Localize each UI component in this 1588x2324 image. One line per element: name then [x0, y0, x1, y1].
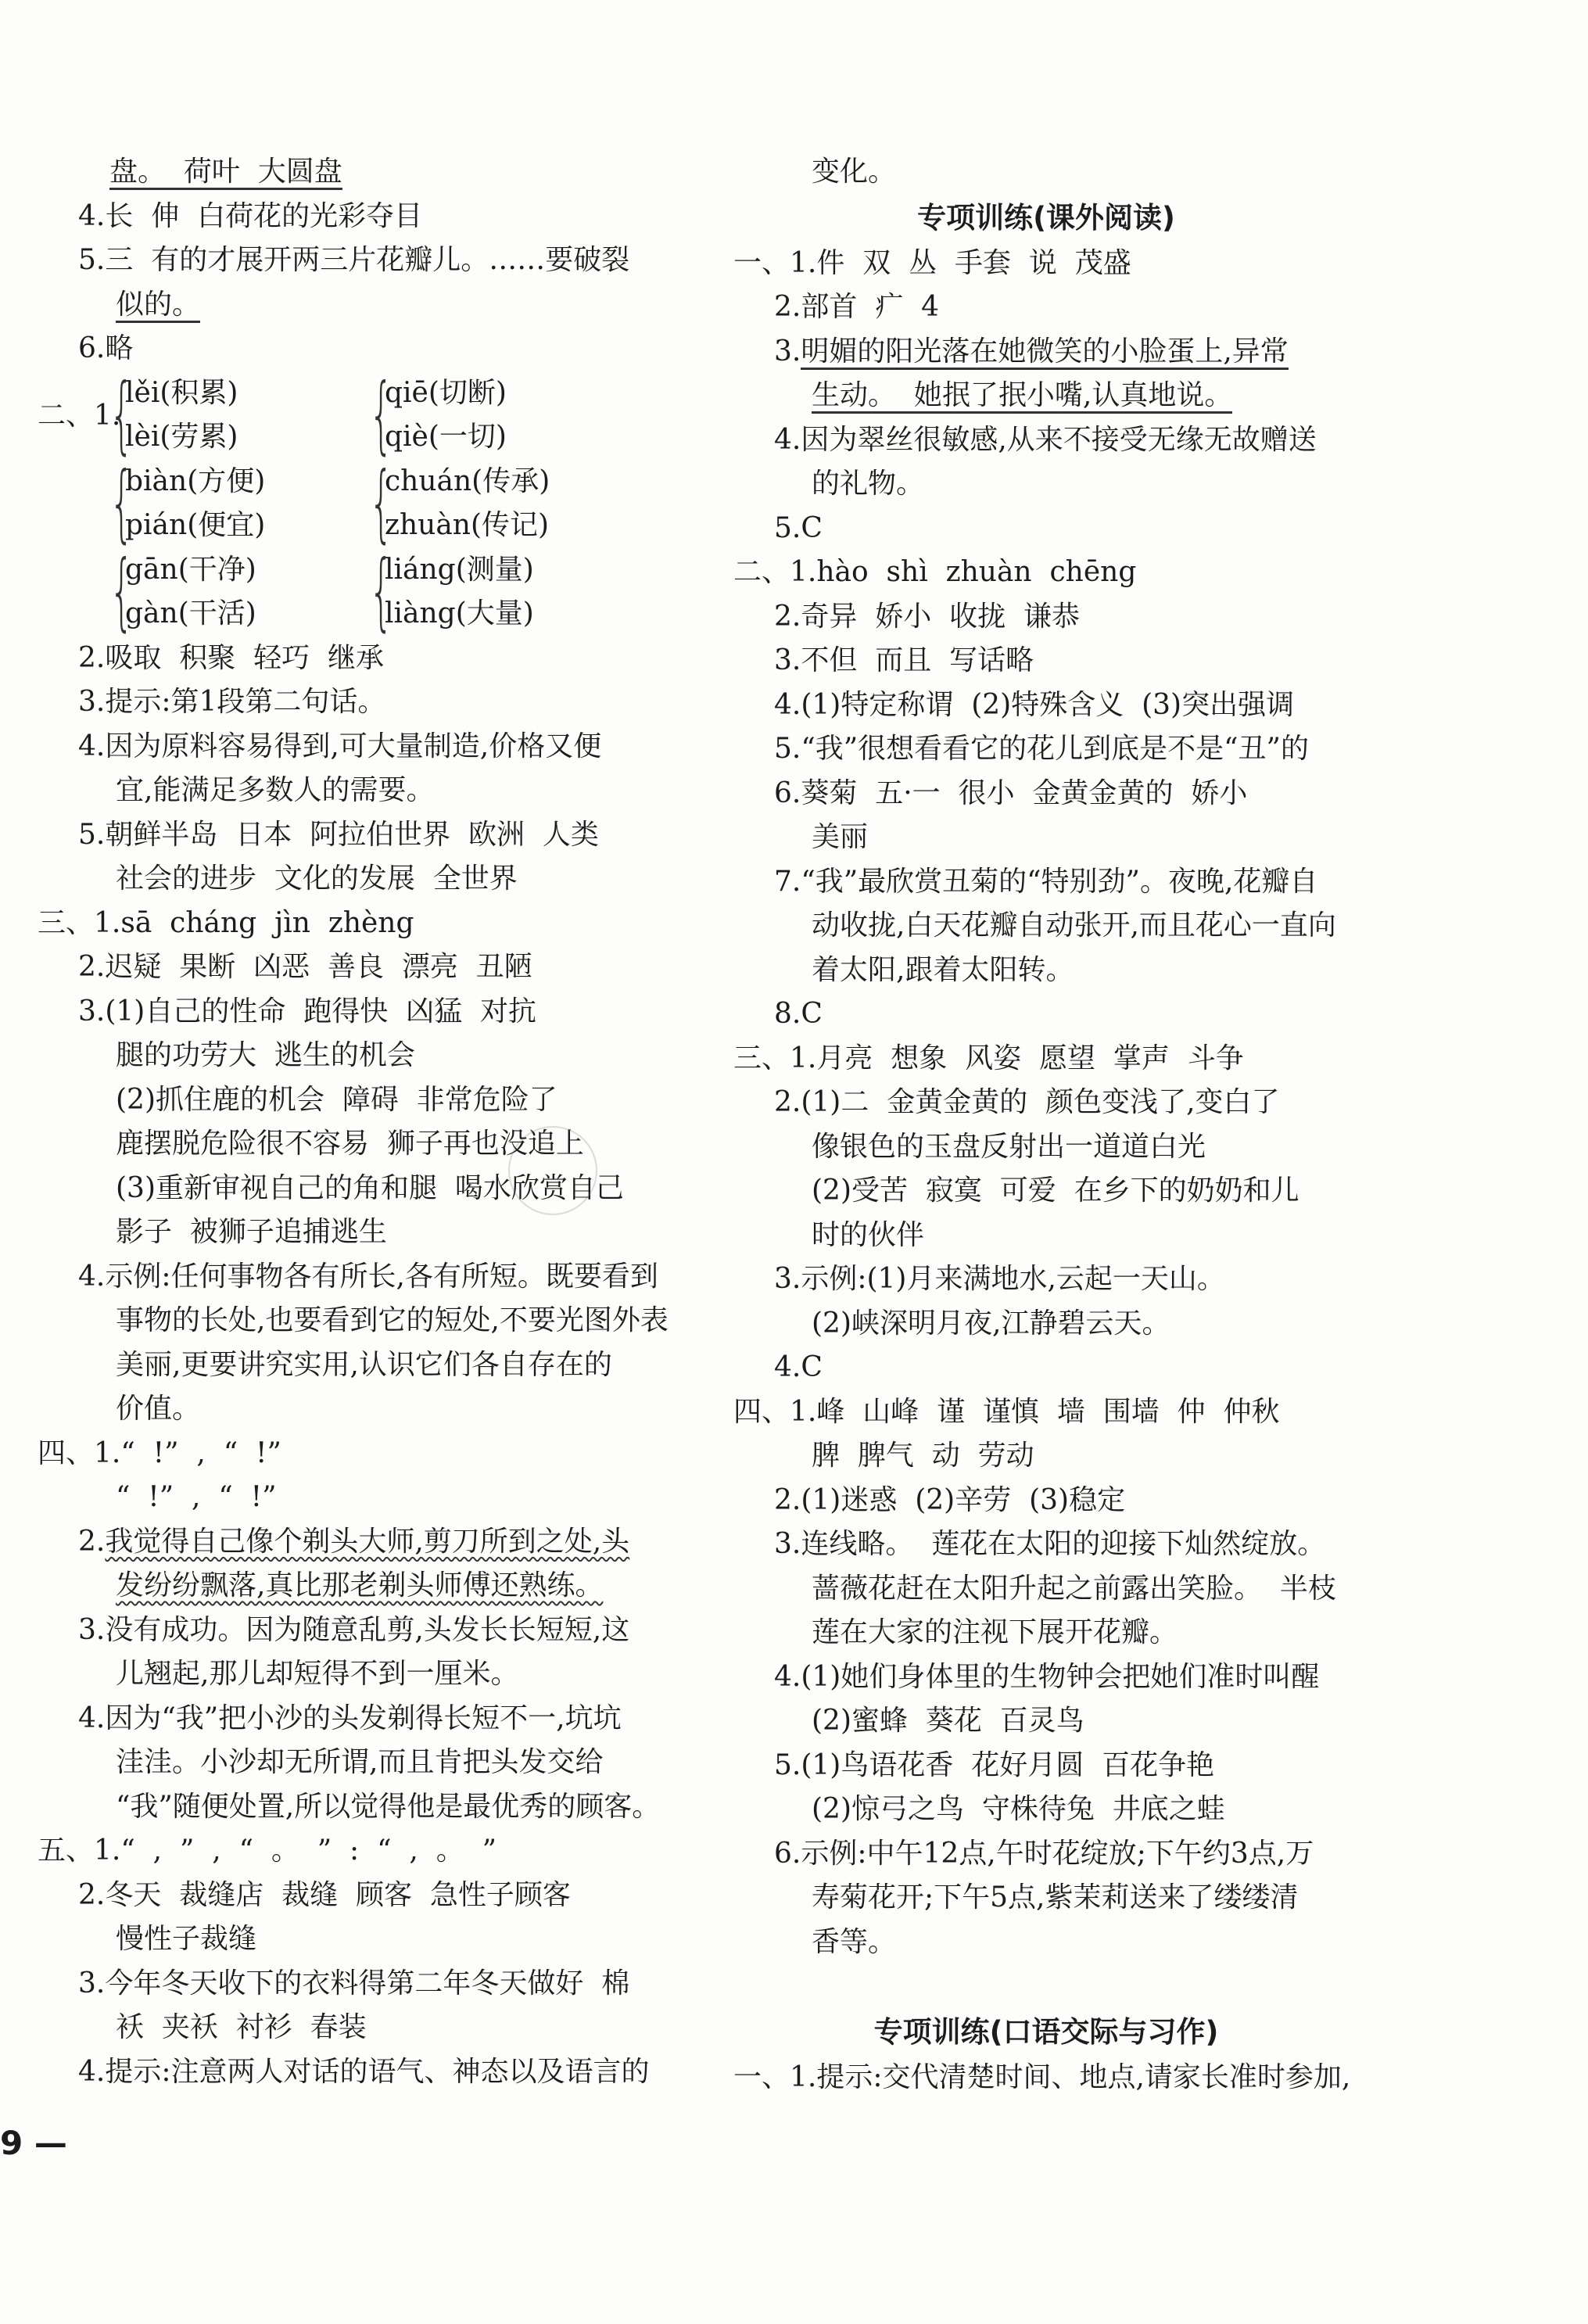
answer-line: 2.迟疑 果断 凶恶 善良 漂亮 丑陋 [78, 951, 532, 983]
answer-line: 似的。 [38, 283, 655, 328]
answer-line: 莲在大家的注视下展开花瓣。 [812, 1616, 1178, 1648]
answer-line: 像银色的玉盘反射出一道道白光 [812, 1130, 1206, 1163]
answer-line: “ !” , “ !” [116, 1481, 277, 1513]
answer-line: 2.奇异 娇小 收拢 谦恭 [774, 600, 1081, 633]
answer-line: 鹿摆脱危险很不容易 狮子再也没追上 [116, 1128, 584, 1160]
highlighted-text: 我觉得自己像个剃头大师,剪刀所到之处,头 [105, 1525, 630, 1558]
answer-line: 2.冬天 裁缝店 裁缝 顾客 急性子顾客 [78, 1878, 571, 1911]
page-number: 9 — [0, 2124, 67, 2162]
answer-line: 三、1.sā cháng jìn zhèng [38, 906, 414, 939]
pinyin-brace-row: { biàn(方便) pián(便宜) { chuán(传承) zhuàn(传记) [109, 454, 550, 552]
answer-line: 3.不但 而且 写话略 [774, 644, 1034, 676]
brace-symbol: { [369, 542, 393, 640]
answer-line [733, 330, 1359, 375]
answer-line: 7.“我”最欣赏丑菊的“特别劲”。夜晚,花瓣自 [774, 865, 1318, 898]
answer-line: 价值。 [116, 1393, 201, 1425]
answer-line: 的礼物。 [812, 468, 925, 500]
answer-line: 发纷纷飘落,真比那老剃头师傅还熟练。 [116, 1569, 604, 1601]
answer-line: 时的伙伴 [812, 1218, 925, 1251]
answer-line: 盘。 荷叶 大圆盘 [38, 150, 655, 195]
answer-line: 社会的进步 文化的发展 全世界 [116, 863, 518, 895]
answer-number: 3. [774, 335, 801, 368]
answer-line: (2)惊弓之鸟 守株待兔 井底之蛙 [812, 1793, 1225, 1825]
spacer [733, 1964, 1359, 2009]
left-column [38, 150, 669, 2094]
answer-line: 一、1.件 双 丛 手套 说 茂盛 [733, 246, 1131, 279]
answer-line: 4.因为“我”把小沙的头发剃得长短不一,坑坑 [78, 1702, 622, 1734]
brace-symbol: { [369, 454, 393, 552]
answer-line: 四、1.峰 山峰 谨 谨慎 墙 围墙 仲 仲秋 [733, 1395, 1280, 1428]
answer-line: 脾 脾气 动 劳动 [812, 1440, 1034, 1472]
answer-line: 8.C [774, 998, 823, 1030]
answer-line: 3.连线略。 莲花在太阳的迎接下灿然绽放。 [774, 1528, 1326, 1560]
answer-line: (2)抓住鹿的机会 障碍 非常危险了 [116, 1083, 557, 1116]
section-heading: 专项训练(口语交际与习作) [873, 2014, 1219, 2049]
answer-line: (2)峡深明月夜,江静碧云天。 [812, 1307, 1170, 1340]
brace-symbol: { [109, 365, 134, 464]
answer-line: (3)重新审视自己的角和腿 喝水欣赏自己 [116, 1171, 624, 1204]
answer-line: 5.朝鲜半岛 日本 阿拉伯世界 欧洲 人类 [78, 818, 599, 851]
answer-line: 5.(1)鸟语花香 花好月圆 百花争艳 [774, 1748, 1215, 1781]
answer-line: 5.C [774, 511, 823, 544]
answer-number: 2. [78, 1525, 106, 1558]
brace-symbol: { [109, 454, 134, 552]
right-column [733, 150, 1359, 2100]
answer-line: 6.示例:中午12点,午时花绽放;下午约3点,万 [774, 1837, 1314, 1870]
answer-line: 袄 夹袄 衬衫 春装 [116, 2011, 367, 2043]
answer-line: 宜,能满足多数人的需要。 [116, 774, 435, 806]
answer-line: 3.提示:第1段第二句话。 [78, 686, 386, 718]
answer-line: 2.(1)二 金黄金黄的 颜色变浅了,变白了 [774, 1086, 1280, 1118]
answer-line: 2.(1)迷惑 (2)辛劳 (3)稳定 [774, 1483, 1126, 1516]
answer-line: 美丽 [812, 821, 869, 853]
section-label: 二、1. [38, 399, 121, 432]
answer-line: 4.(1)她们身体里的生物钟会把她们准时叫醒 [774, 1660, 1320, 1693]
answer-line: 一、1.提示:交代清楚时间、地点,请家长准时参加, [733, 2060, 1351, 2093]
answer-line: 3.(1)自己的性命 跑得快 凶猛 对抗 [78, 995, 537, 1028]
answer-line: 2.部首 疒 4 [774, 291, 940, 323]
answer-line: 五、1.“ , ” , “ 。 ” : “ , 。 ” [38, 1834, 496, 1867]
answer-line: 4.(1)特定称谓 (2)特殊含义 (3)突出强调 [774, 688, 1295, 721]
answer-line: 6.葵菊 五·一 很小 金黄金黄的 娇小 [774, 776, 1248, 809]
answer-line: 4.C [774, 1351, 823, 1383]
pinyin-brace-row: 二、1. { lěi(积累) lèi(劳累) { qiē(切断) qiè(一切) [38, 365, 507, 464]
answer-line: 着太阳,跟着太阳转。 [812, 953, 1074, 986]
answer-line: 洼洼。小沙却无所谓,而且肯把头发交给 [116, 1746, 604, 1778]
answer-line: (2)受苦 寂寞 可爱 在乡下的奶奶和儿 [812, 1175, 1299, 1207]
answer-line: (2)蜜蜂 葵花 百灵鸟 [812, 1705, 1084, 1737]
answer-line: 4.因为原料容易得到,可大量制造,价格又便 [78, 730, 602, 762]
answer-line: 4.提示:注意两人对话的语气、神态以及语言的 [78, 2055, 650, 2088]
answer-line: 蔷薇花赶在太阳升起之前露出笑脸。 半枝 [812, 1572, 1336, 1605]
faint-stamp-mark [508, 1126, 597, 1215]
answer-line: 3.今年冬天收下的衣料得第二年冬天做好 棉 [78, 1967, 630, 1999]
answer-line: 动收拢,白天花瓣自动张开,而且花心一直向 [812, 909, 1336, 941]
answer-line: 美丽,更要讲究实用,认识它们各自存在的 [116, 1348, 612, 1381]
pinyin-brace-row: { gān(干净) gàn(干活) { liáng(测量) liàng(大量) [109, 542, 534, 640]
answer-line: 3.示例:(1)月来满地水,云起一天山。 [774, 1263, 1225, 1295]
answer-line: 事物的长处,也要看到它的短处,不要光图外表 [116, 1304, 669, 1336]
answer-line: 香等。 [812, 1925, 897, 1958]
answer-line: 4.示例:任何事物各有所长,各有所短。既要看到 [78, 1260, 658, 1293]
answer-line: 影子 被狮子追捕逃生 [116, 1216, 387, 1248]
answer-line: 四、1.“ !” , “ !” [38, 1436, 281, 1469]
answer-list [38, 637, 669, 2095]
highlighted-text: 明媚的阳光落在她微笑的小脸蛋上,异常 [801, 335, 1288, 370]
answer-line: 三、1.月亮 想象 风姿 愿望 掌声 斗争 [733, 1042, 1244, 1074]
answer-line: 2.吸取 积聚 轻巧 继承 [78, 641, 385, 674]
answer-line: 儿翘起,那儿却短得不到一厘米。 [116, 1658, 519, 1690]
answer-line: 慢性子裁缝 [116, 1923, 257, 1955]
answer-line: 腿的功劳大 逃生的机会 [116, 1039, 415, 1071]
answer-line: 5.“我”很想看看它的花儿到底是不是“丑”的 [774, 733, 1309, 765]
answer-line: 3.没有成功。因为随意乱剪,头发长长短短,这 [78, 1613, 630, 1646]
answer-line: 6.略 [78, 332, 134, 364]
brace-symbol: { [369, 365, 393, 464]
answer-line: 变化。 [812, 156, 897, 188]
answer-line: 4.因为翠丝很敏感,从来不接受无缘无故赠送 [774, 423, 1317, 456]
answer-line: 4.长 伸 白荷花的光彩夺目 [78, 199, 423, 232]
section-heading: 专项训练(课外阅读) [917, 200, 1175, 235]
answer-line: 二、1.hào shì zhuàn chēng [733, 556, 1137, 588]
answer-line [38, 1520, 655, 1565]
answer-line: 寿菊花开;下午5点,紫茉莉送来了缕缕清 [812, 1881, 1299, 1913]
brace-symbol: { [109, 542, 134, 640]
answer-line: 5.三 有的才展开两三片花瓣儿。……要破裂 [78, 244, 630, 276]
answer-line: “我”随便处置,所以觉得他是最优秀的顾客。 [116, 1790, 661, 1823]
answer-line: 生动。 她抿了抿小嘴,认真地说。 [733, 374, 1359, 418]
